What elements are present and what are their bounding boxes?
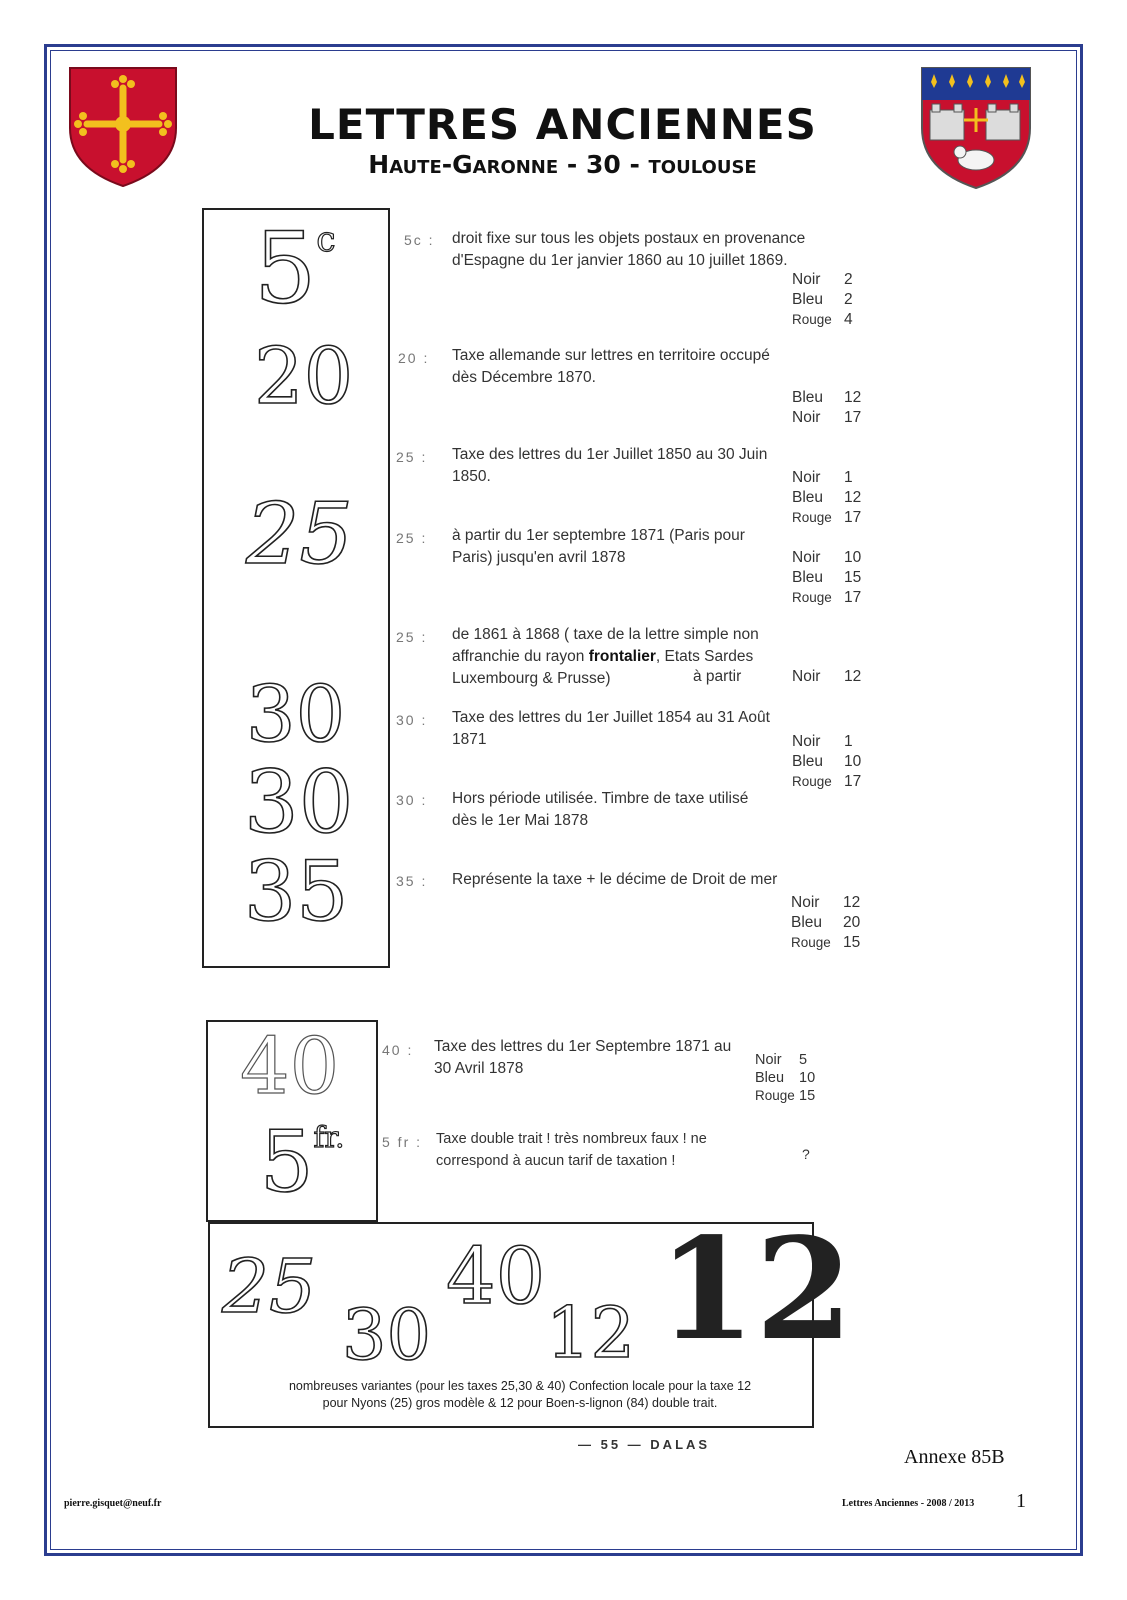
occitan-cross-crest <box>68 66 178 188</box>
a-partir-label: à partir <box>693 668 742 685</box>
entry-description: de 1861 à 1868 ( taxe de la lettre simple non affranchie du rayon frontalier, Etats Sardes Luxembourg & Prusse) <box>452 626 759 687</box>
price-list: Noir 1 Bleu 10 Rouge 17 <box>792 733 862 790</box>
price-list: Bleu 12 Noir 17 <box>792 389 862 426</box>
stamp-35: 35 <box>244 845 349 940</box>
entry-code: 25 : <box>396 530 428 546</box>
variant-12-large: 12 <box>658 1208 853 1372</box>
entry-description: Taxe des lettres du 1er Juillet 1850 au 30 Juin 1850. <box>452 446 768 485</box>
toulouse-city-crest <box>920 66 1032 190</box>
entry-code: 35 : <box>396 873 428 889</box>
price-list: Noir 12 Bleu 20 Rouge 15 <box>791 894 861 951</box>
entry-code: 5 fr : <box>382 1134 423 1150</box>
author-email: pierre.gisquet@neuf.fr <box>64 1498 162 1509</box>
price-list: Noir 2 Bleu 2 Rouge 4 <box>792 271 853 328</box>
stamp-box-main <box>202 208 390 968</box>
page-subtitle: Haute-Garonne - 30 - toulouse <box>368 150 757 179</box>
variant-12: 12 <box>546 1292 636 1374</box>
entry-code: 5c : <box>404 232 435 248</box>
stamp-40: 40 <box>240 1022 340 1112</box>
document-reference: Lettres Anciennes - 2008 / 2013 <box>842 1498 975 1509</box>
variants-note: nombreuses variantes (pour les taxes 25,30 & 40) Confection locale pour la taxe 12 pour Nyons (25) gros modèle & 12 pour Boen-s-lignon (84) double trait. <box>288 1379 752 1410</box>
price-list: Noir 12 <box>792 668 862 685</box>
entry-code: 20 : <box>398 350 430 366</box>
page-number: 1 <box>1016 1490 1026 1512</box>
stamp-5fr: $5^{fr.}$ <box>260 1113 345 1211</box>
price-list: Noir 1 Bleu 12 Rouge 17 <box>792 469 862 526</box>
stamp-30-b: 30 <box>244 753 354 853</box>
entry-code: 30 : <box>396 792 428 808</box>
entry-code: 30 : <box>396 712 428 728</box>
entry-description: Taxe des lettres du 1er Juillet 1854 au 31 Août 1871 <box>452 709 770 748</box>
entry-description: Taxe double trait ! très nombreux faux ! ne correspond à aucun tarif de taxation ! <box>436 1131 707 1169</box>
stamp-box-secondary <box>206 1020 378 1222</box>
price-list: Noir 10 Bleu 15 Rouge 17 <box>792 549 862 606</box>
entry-description: Représente la taxe + le décime de Droit de mer <box>452 871 778 888</box>
cut-off-text: — 55 — DALAS <box>578 1437 711 1452</box>
entry-description: Hors période utilisée. Timbre de taxe utilisé dès le 1er Mai 1878 <box>452 790 749 829</box>
entry-description: droit fixe sur tous les objets postaux en provenance d'Espagne du 1er janvier 1860 au 10 juillet 1869. <box>452 230 806 269</box>
variant-25: 25 <box>222 1244 317 1330</box>
entry-description: Taxe allemande sur lettres en territoire occupé dès Décembre 1870. <box>452 347 770 386</box>
annexe-label: Annexe 85B <box>904 1446 1005 1468</box>
variant-30: 30 <box>342 1294 432 1376</box>
stamp-20: 20 <box>254 332 354 422</box>
stamp-5c: 5$^c$ <box>254 212 336 326</box>
price-unknown: ? <box>802 1146 810 1162</box>
variant-40: 40 <box>446 1232 546 1322</box>
entry-description: à partir du 1er septembre 1871 (Paris pour Paris) jusqu'en avril 1878 <box>452 527 745 566</box>
entry-code: 40 : <box>382 1042 414 1058</box>
entry-code: 25 : <box>396 629 428 645</box>
page-title: LETTRES ANCIENNES <box>308 100 817 149</box>
price-list: Noir 5 Bleu 10 Rouge 15 <box>755 1052 816 1104</box>
entry-description: Taxe des lettres du 1er Septembre 1871 au 30 Avril 1878 <box>434 1038 732 1077</box>
stamp-30-a: 30 <box>246 670 346 760</box>
stamp-25: 25 <box>246 485 353 583</box>
entry-code: 25 : <box>396 449 428 465</box>
